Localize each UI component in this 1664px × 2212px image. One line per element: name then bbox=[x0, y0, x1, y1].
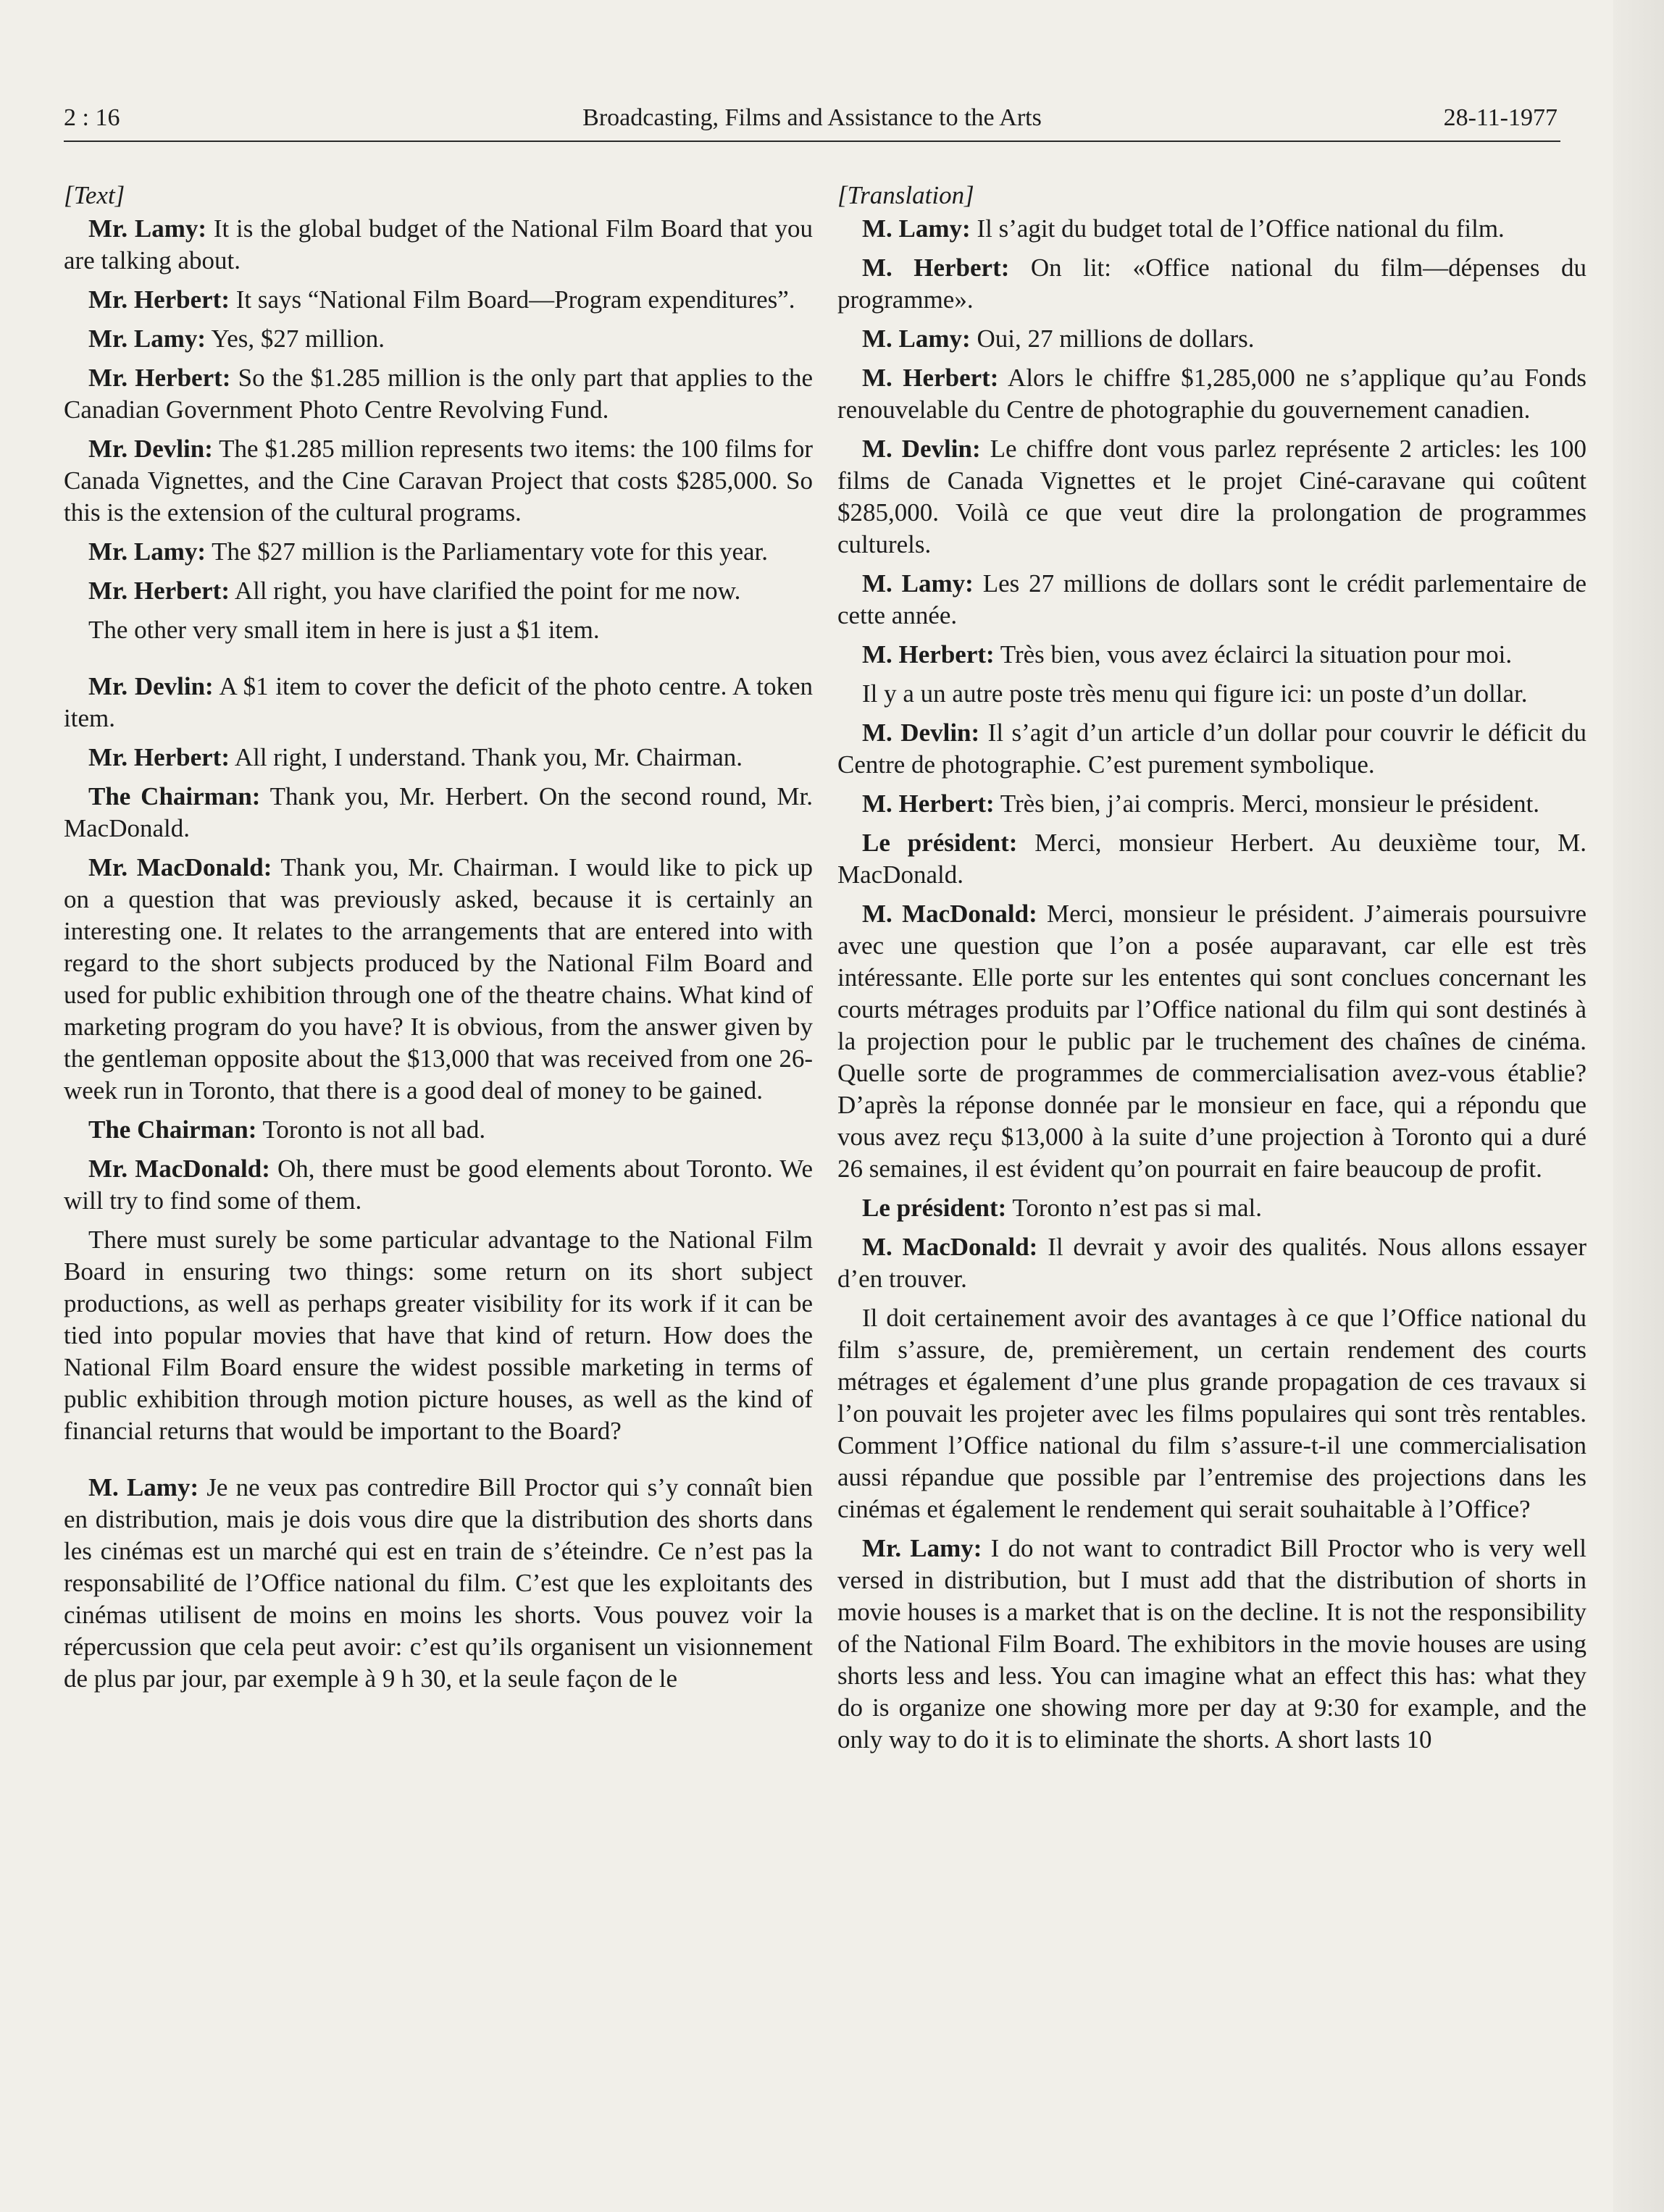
paragraph-text: So the $1.285 million is the only part that applies to the Canadian Government Photo Centre Revolving Fund. bbox=[64, 364, 813, 424]
speaker-name: M. Herbert: bbox=[862, 640, 995, 669]
speaker-name: Mr. Herbert: bbox=[88, 743, 230, 771]
french-column bbox=[837, 180, 1586, 1763]
transcript-paragraph bbox=[837, 1533, 1586, 1756]
transcript-paragraph bbox=[64, 323, 813, 355]
language-label: [Translation] bbox=[837, 181, 974, 209]
speaker-name: Mr. MacDonald: bbox=[88, 853, 272, 881]
paragraph-text: On lit: «Office national du film—dépenses du programme». bbox=[837, 254, 1586, 314]
transcript-paragraph bbox=[64, 433, 813, 529]
transcript-paragraph bbox=[64, 1472, 813, 1695]
paragraph-text: All right, you have clarified the point for me now. bbox=[230, 577, 741, 605]
transcript-paragraph bbox=[64, 742, 813, 774]
speaker-name: M. Herbert: bbox=[862, 364, 999, 392]
transcript-paragraph bbox=[64, 1114, 813, 1146]
paragraph-text: Le chiffre dont vous parlez représente 2 articles: les 100 films de Canada Vignettes et le projet Ciné-caravane qui coûtent $285,000. Voilà ce que veut dire la prolongation de programmes culturels. bbox=[837, 435, 1586, 558]
speaker-name: M. Devlin: bbox=[862, 435, 981, 463]
page-edge-shadow bbox=[1613, 0, 1664, 2212]
paragraph-text: Merci, monsieur Herbert. Au deuxième tour, M. MacDonald. bbox=[837, 829, 1586, 889]
paragraph-text: All right, I understand. Thank you, Mr. Chairman. bbox=[230, 743, 743, 771]
speaker-name: Mr. Herbert: bbox=[88, 285, 230, 314]
transcript-paragraph bbox=[64, 284, 813, 316]
speaker-name: M. MacDonald: bbox=[862, 1233, 1038, 1261]
page-date: 28-11-1977 bbox=[1443, 104, 1558, 131]
transcript-paragraph bbox=[837, 1302, 1586, 1525]
paragraph-text: Yes, $27 million. bbox=[206, 324, 385, 353]
paragraph-text: Je ne veux pas contredire Bill Proctor qui s’y connaît bien en distribution, mais je dois vous dire que la distribution des shorts dans les cinémas est un marché qui est en train de s’éteindre. Ce n’est pas la responsabilité de l’Office national du film. C’est que les exploitants des cinémas utilisent de moins en moins les shorts. Vous pouvez voir la répercussion que cela peut avoir: c’est qu’ils organisent un visionnement de plus par jour, par exemple à 9 h 30, et la seule façon de le bbox=[64, 1473, 813, 1693]
paragraph-text: Il y a un autre poste très menu qui figure ici: un poste d’un dollar. bbox=[862, 679, 1528, 708]
paragraph-text: It is the global budget of the National Film Board that you are talking about. bbox=[64, 214, 814, 275]
paragraph-text: Il s’agit d’un article d’un dollar pour couvrir le déficit du Centre de photographie. C’est purement symbolique. bbox=[837, 719, 1586, 779]
paragraph-text: The $27 million is the Parliamentary vote for this year. bbox=[206, 537, 769, 566]
speaker-name: The Chairman: bbox=[88, 782, 261, 810]
paragraph-text: Très bien, j’ai compris. Merci, monsieur le président. bbox=[994, 789, 1540, 818]
paragraph-text: Très bien, vous avez éclairci la situation pour moi. bbox=[994, 640, 1513, 669]
transcript-paragraph bbox=[837, 252, 1586, 316]
paragraph-text: Il devrait y avoir des qualités. Nous allons essayer d’en trouver. bbox=[837, 1233, 1586, 1293]
paragraph-text: Les 27 millions de dollars sont le crédit parlementaire de cette année. bbox=[837, 569, 1586, 629]
transcript-paragraph bbox=[837, 678, 1586, 710]
transcript-paragraph bbox=[64, 213, 813, 277]
speaker-name: M. MacDonald: bbox=[862, 900, 1037, 928]
paragraph-text: Toronto is not all bad. bbox=[256, 1115, 486, 1144]
transcript-paragraph bbox=[837, 717, 1586, 781]
speaker-name: The Chairman: bbox=[88, 1115, 257, 1144]
transcript-paragraph bbox=[837, 362, 1586, 426]
transcript-paragraph bbox=[837, 568, 1586, 632]
speaker-name: Mr. Herbert: bbox=[88, 364, 231, 392]
transcript-paragraph bbox=[64, 671, 813, 734]
speaker-name: Mr. Devlin: bbox=[88, 435, 213, 463]
page-number: 2 : 16 bbox=[64, 104, 120, 131]
paragraph-text: Merci, monsieur le président. J’aimerais poursuivre avec une question que l’on a posée auparavant, car elle est très intéressante. Elle porte sur les ententes qui sont conclues concernant les courts métrages produits par l’Office national du film qui sont destinés à la projection pour le public par le truchement des chaînes de cinéma. Quelle sorte de programmes de commercialisation avez-vous établie? D’après la réponse donnée par le monsieur en face, qui a répondu que vous avez reçu $13,000 à la suite d’une projection à Toronto qui a duré 26 semaines, il est évident qu’on pourrait en faire beaucoup de profit. bbox=[837, 900, 1586, 1183]
english-column bbox=[64, 180, 813, 1702]
transcript-paragraph bbox=[64, 852, 813, 1107]
speaker-name: Mr. Lamy: bbox=[88, 537, 206, 566]
speaker-name: M. Lamy: bbox=[862, 569, 974, 598]
speaker-name: Mr. Lamy: bbox=[88, 324, 206, 353]
transcript-paragraph bbox=[64, 536, 813, 568]
paragraph-text: Thank you, Mr. Chairman. I would like to pick up on a question that was previously asked, because it is certainly an interesting one. It relates to the arrangements that are entered into with regard to the short subjects produced by the National Film Board and used for public exhibition through one of the theatre chains. What kind of marketing program do you have? It is obvious, from the answer given by the gentleman opposite about the $13,000 that was received from one 26-week run in Toronto, that there is a good deal of money to be gained. bbox=[64, 853, 813, 1105]
paragraph-text: Toronto n’est pas si mal. bbox=[1006, 1194, 1262, 1222]
speaker-name: M. Lamy: bbox=[862, 324, 971, 353]
transcript-paragraph bbox=[64, 614, 813, 646]
transcript-paragraph bbox=[837, 1231, 1586, 1295]
page-header bbox=[64, 101, 1560, 142]
transcript-paragraph bbox=[64, 781, 813, 845]
speaker-name: Mr. MacDonald: bbox=[88, 1155, 270, 1183]
paragraph-text: I do not want to contradict Bill Proctor who is very well versed in distribution, but I must add that the distribution of shorts in movie houses is a market that is on the decline. It is not the responsibility of the National Film Board. The exhibitors in the movie houses are using shorts less and less. You can imagine what an effect this has: what they do is organize one showing more per day at 9:30 for example, and the only way to do it is to eliminate the shorts. A short lasts 10 bbox=[837, 1534, 1586, 1754]
transcript-paragraph bbox=[837, 1192, 1586, 1224]
speaker-name: Mr. Lamy: bbox=[862, 1534, 982, 1562]
transcript-paragraph bbox=[837, 323, 1586, 355]
speaker-name: Mr. Devlin: bbox=[88, 672, 214, 700]
transcript-paragraph bbox=[64, 362, 813, 426]
speaker-name: M. Devlin: bbox=[862, 719, 980, 747]
transcript-paragraph bbox=[64, 1153, 813, 1217]
transcript-paragraph bbox=[64, 575, 813, 607]
transcript-paragraph bbox=[837, 898, 1586, 1185]
paragraph-text: It says “National Film Board—Program expenditures”. bbox=[230, 285, 795, 314]
transcript-paragraph bbox=[837, 788, 1586, 820]
transcript-paragraph bbox=[837, 433, 1586, 561]
transcript-paragraph bbox=[64, 1224, 813, 1447]
paragraph-text: Oui, 27 millions de dollars. bbox=[970, 324, 1255, 353]
speaker-name: Mr. Herbert: bbox=[88, 577, 230, 605]
speaker-name: Le président: bbox=[862, 829, 1018, 857]
language-label: [Text] bbox=[64, 181, 125, 209]
speaker-name: M. Herbert: bbox=[862, 254, 1010, 282]
paragraph-text: Thank you, Mr. Herbert. On the second round, Mr. MacDonald. bbox=[64, 782, 814, 842]
transcript-paragraph bbox=[837, 213, 1586, 245]
paragraph-text: A $1 item to cover the deficit of the photo centre. A token item. bbox=[64, 672, 813, 732]
paragraph-text: The $1.285 million represents two items: the 100 films for Canada Vignettes, and the Cine Caravan Project that costs $285,000. So this is the extension of the cultural programs. bbox=[64, 435, 813, 527]
paragraph-text: Il doit certainement avoir des avantages à ce que l’Office national du film s’assure, de, premièrement, un certain rendement des courts métrages et également d’une plus grande propagation de ces travaux si l’on pouvait les projeter avec les films populaires qui sont très rentables. Comment l’Office national du film s’assure-t-il une commercialisation aussi répandue que possible par l’entremise des projections dans les cinémas et également le rendement qui serait souhaitable à l’Office? bbox=[837, 1304, 1586, 1523]
speaker-name: Mr. Lamy: bbox=[88, 214, 207, 243]
speaker-name: M. Lamy: bbox=[88, 1473, 199, 1501]
running-title: Broadcasting, Films and Assistance to the Arts bbox=[582, 104, 1042, 131]
paragraph-text: Oh, there must be good elements about Toronto. We will try to find some of them. bbox=[64, 1155, 813, 1215]
transcript-paragraph bbox=[837, 827, 1586, 891]
paragraph-text: Alors le chiffre $1,285,000 ne s’applique qu’au Fonds renouvelable du Centre de photographie du gouvernement canadien. bbox=[837, 364, 1586, 424]
paragraph-text: Il s’agit du budget total de l’Office national du film. bbox=[970, 214, 1505, 243]
transcript-paragraph bbox=[837, 639, 1586, 671]
speaker-name: Le président: bbox=[862, 1194, 1007, 1222]
paragraph-text: The other very small item in here is just a $1 item. bbox=[88, 616, 600, 644]
speaker-name: M. Lamy: bbox=[862, 214, 971, 243]
paragraph-text: There must surely be some particular advantage to the National Film Board in ensuring two things: some return on its short subject productions, as well as perhaps greater visibility for its work if it can be tied into popular movies that have that kind of return. How does the National Film Board ensure the widest possible marketing in terms of public exhibition through motion picture houses, as well as the kind of financial returns that would be important to the Board? bbox=[64, 1226, 813, 1445]
speaker-name: M. Herbert: bbox=[862, 789, 995, 818]
